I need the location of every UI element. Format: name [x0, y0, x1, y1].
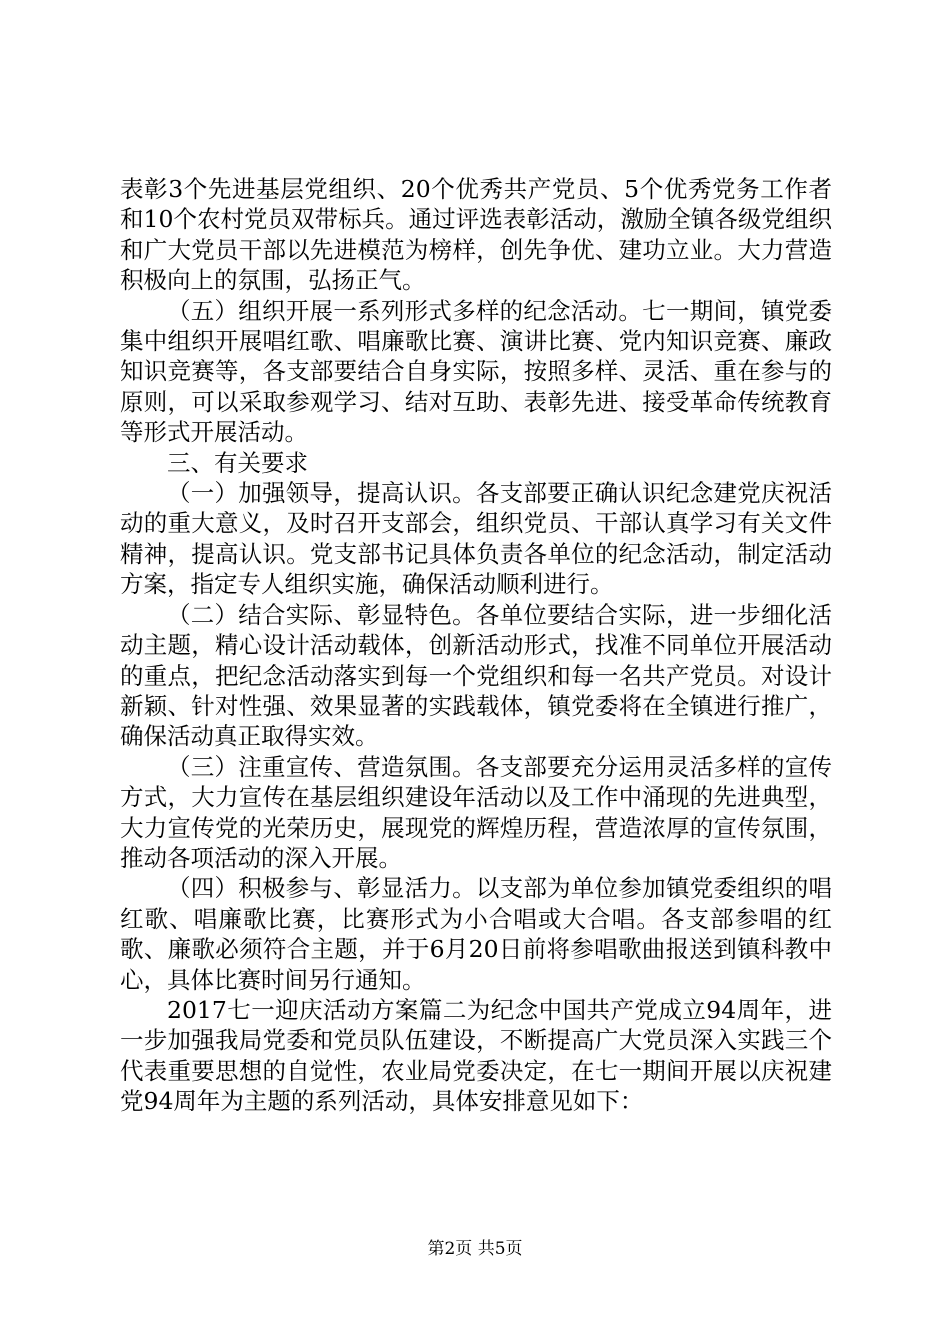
paragraph-item-five: （五）组织开展一系列形式多样的纪念活动。七一期间，镇党委集中组织开展唱红歌、唱廉歌比赛、演讲比赛、党内知识竞赛、廉政知识竞赛等，各支部要结合自身实际，按照多样、灵活、重在参与的原则，可以采取参观学习、结对互助、表彰先进、接受革命传统教育等形式开展活动。 — [120, 296, 832, 447]
paragraph-commendation: 表彰3个先进基层党组织、20个优秀共产党员、5个优秀党务工作者和10个农村党员双带标兵。通过评选表彰活动，激励全镇各级党组织和广大党员干部以先进模范为榜样，创先争优、建功立业。大力营造积极向上的氛围，弘扬正气。 — [120, 175, 832, 295]
paragraph-requirement-one: （一）加强领导，提高认识。各支部要正确认识纪念建党庆祝活动的重大意义，及时召开支部会，组织党员、干部认真学习有关文件精神，提高认识。党支部书记具体负责各单位的纪念活动，制定活动方案，指定专人组织实施，确保活动顺利进行。 — [120, 479, 832, 599]
page-footer: 第2页 共5页 — [427, 1239, 523, 1259]
paragraph-requirement-three: （三）注重宣传、营造氛围。各支部要充分运用灵活多样的宣传方式，大力宣传在基层组织建设年活动以及工作中涌现的先进典型，大力宣传党的光荣历史，展现党的辉煌历程，营造浓厚的宣传氛围，推动各项活动的深入开展。 — [120, 752, 832, 872]
section-heading-requirements: 三、有关要求 — [167, 448, 308, 477]
paragraph-plan-two-intro: 2017七一迎庆活动方案篇二为纪念中国共产党成立94周年，进一步加强我局党委和党员队伍建设，不断提高广大党员深入实践三个代表重要思想的自觉性，农业局党委决定，在七一期间开展以庆祝建党94周年为主题的系列活动，具体安排意见如下： — [120, 995, 832, 1116]
document-body — [120, 174, 832, 1117]
paragraph-requirement-two: （二）结合实际、彰显特色。各单位要结合实际，进一步细化活动主题，精心设计活动载体，创新活动形式，找准不同单位开展活动的重点，把纪念活动落实到每一个党组织和每一名共产党员。对设计新颖、针对性强、效果显著的实践载体，镇党委将在全镇进行推广，确保活动真正取得实效。 — [120, 600, 832, 751]
paragraph-requirement-four: （四）积极参与、彰显活力。以支部为单位参加镇党委组织的唱红歌、唱廉歌比赛，比赛形式为小合唱或大合唱。各支部参唱的红歌、廉歌必须符合主题，并于6月20日前将参唱歌曲报送到镇科教中心，具体比赛时间另行通知。 — [120, 874, 832, 994]
